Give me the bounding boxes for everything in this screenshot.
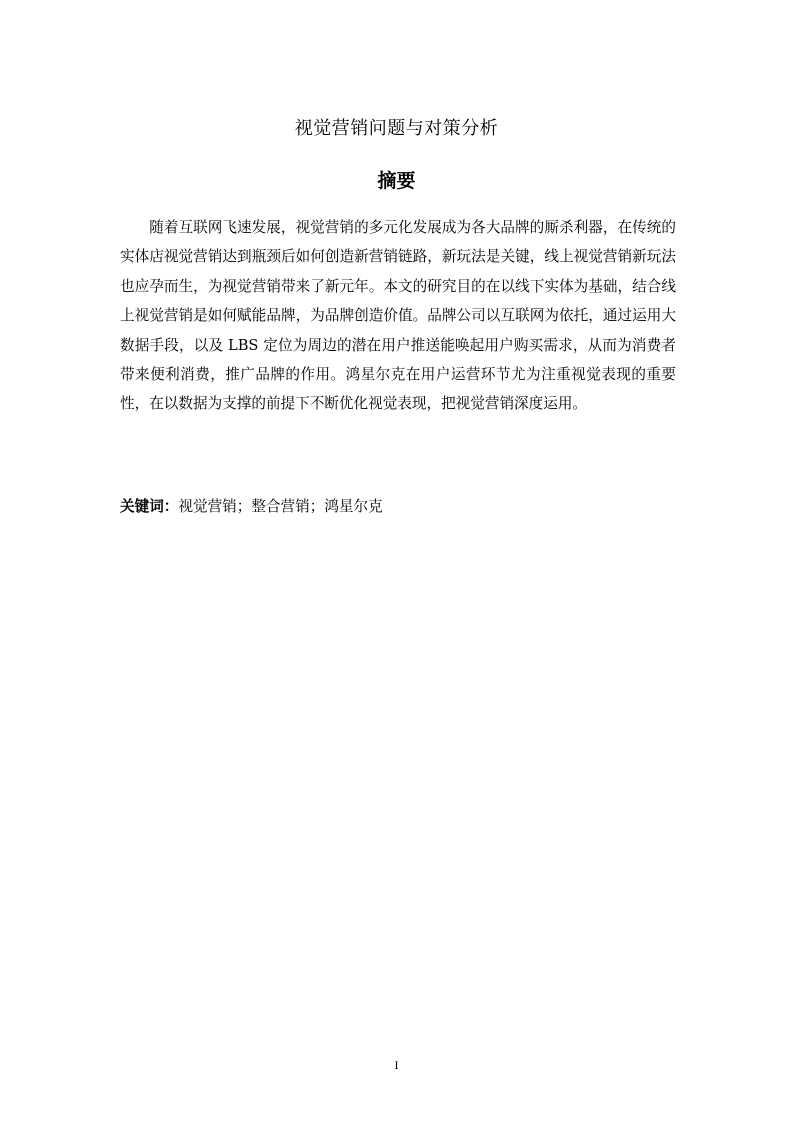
abstract-body: 随着互联网飞速发展，视觉营销的多元化发展成为各大品牌的厮杀利器，在传统的实体店视觉营销达到瓶颈后如何创造新营销链路，新玩法是关键，线上视觉营销新玩法也应孕而生，为视觉营销带来了新元年。本文的研究目的在以线下实体为基础，结合线上视觉营销是如何赋能品牌，为品牌创造价值。品牌公司以互联网为依托，通过运用大数据手段，以及 LBS 定位为周边的潜在用户推送能唤起用户购买需求，从而为消费者带来便利消费，推广品牌的作用。鸿星尔克在用户运营环节尤为注重视觉表现的重要性，在以数据为支撑的前提下不断优化视觉表现，把视觉营销深度运用。 [120, 219, 676, 413]
keywords-text: 视觉营销；整合营销；鸿星尔克 [178, 498, 383, 515]
keywords-label: 关键词： [120, 498, 179, 515]
document-title: 视觉营销问题与对策分析 [294, 118, 499, 139]
keywords-line [120, 495, 676, 519]
page-number: I [394, 1058, 399, 1072]
abstract-heading: 摘要 [377, 170, 416, 192]
